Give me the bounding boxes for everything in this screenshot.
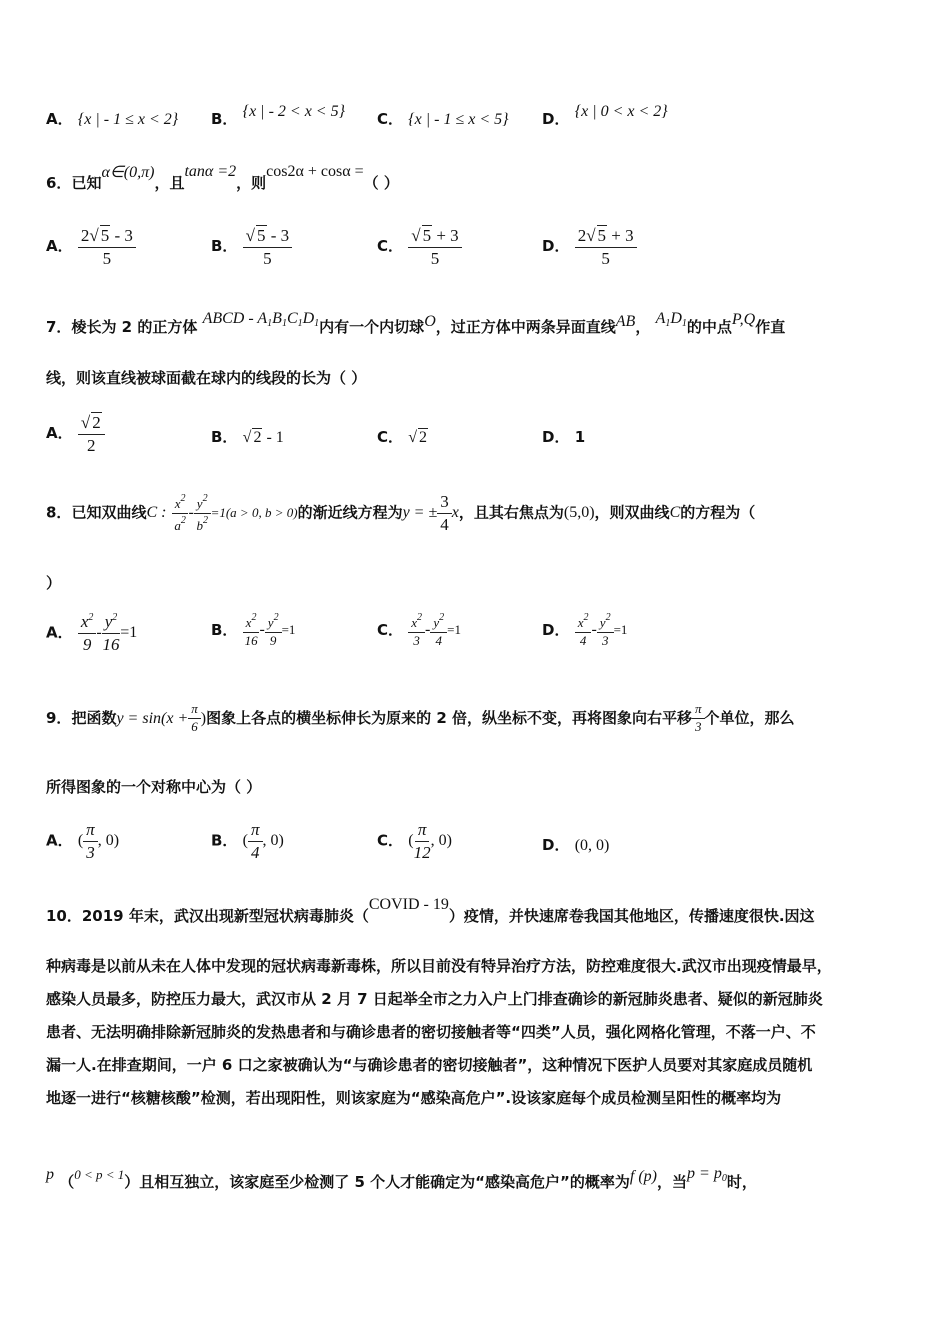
q5-option-c: C． {x | - 1 ≤ x < 5} <box>377 110 509 128</box>
q7-option-c: C． √ 2 <box>377 428 428 446</box>
q10-paragraph <box>46 950 916 1115</box>
q10-line: 感染人员最多，防控压力最大，武汉市从 2 月 7 日起举全市之力入户上门排查确诊的新冠肺炎患者、疑似的新冠肺炎 <box>46 990 823 1008</box>
q6-option-b: B． $\frac{√ 5 - 3}{5}$ <box>211 225 292 268</box>
q5-option-a: A． {x | - 1 ≤ x < 2} <box>46 110 179 128</box>
q9-option-a: A． ( $\frac{\pi}{3}$ , 0) <box>46 820 120 862</box>
q8-option-c: C． $\frac{x^2}{3}$ - $\frac{y^2}{4}$ =1 <box>377 612 461 648</box>
q10-stem: 10．2019 年末，武汉出现新型冠状病毒肺炎（COVID - 19）疫情，并快速席卷我国其他地区，传播速度很快.因这 <box>46 895 815 925</box>
q9-option-d: D． (0, 0) <box>542 836 610 854</box>
q5-option-b: B． {x | - 2 < x < 5} <box>211 102 345 128</box>
q8-option-d: D． $\frac{x^2}{4}$ - $\frac{y^2}{3}$ =1 <box>542 612 628 648</box>
q6-option-c: C． $\frac{√ 5 + 3}{5}$ <box>377 225 462 268</box>
q8-stem-line2: ） <box>46 574 62 592</box>
q7-stem-line2: 线，则该直线被球面截在球内的线段的长为（ ） <box>46 369 367 387</box>
q7-option-a: A． $\frac{√ 2}{2}$ <box>46 412 105 455</box>
q10-line: 漏一人.在排查期间，一户 6 口之家被确认为“与确诊患者的密切接触者”，这种情况下医护人员要对其家庭成员随机 <box>46 1056 813 1074</box>
q9-stem: 9．把函数y = sin(x + $\frac{\pi}{6}$ )图象上各点的横坐标伸长为原来的 2 倍，纵坐标不变，再将图象向右平移 $\frac{\pi}{3}$ 个单位，那么 <box>46 701 795 734</box>
q6-option-d: D． $\frac{2√ 5 + 3}{5}$ <box>542 225 637 268</box>
q7-option-b: B． √ 2 - 1 <box>211 428 284 446</box>
q7-stem: 7．棱长为 2 的正方体 ABCD - $A_1B_1C_1D_1$内有一个内切球O，过正方体中两条异面直线AB， $A_1D_1$的中点P,Q作直 <box>46 310 786 336</box>
q10-line: 患者、无法明确排除新冠肺炎的发热患者和与确诊患者的密切接触者等“四类”人员，强化网格化管理，不落一户、不 <box>46 1023 816 1041</box>
q8-option-b: B． $\frac{x^2}{16}$ - $\frac{y^2}{9}$ =1 <box>211 612 296 648</box>
q8-stem: 8．已知双曲线C : $\frac{x^2}{a^2}$ - $\frac{y^2}{b^2}$ =1(a > 0, b > 0)的渐近线方程为y = ± $\frac{3}{4}$ x，且其右焦点为(5,0)，则双曲线C的方程为（ <box>46 492 756 534</box>
q7-option-d: D． 1 <box>542 428 586 446</box>
q10-line: 地逐一进行“核糖核酸”检测，若出现阳性，则该家庭为“感染高危户”.设该家庭每个成员检测呈阳性的概率均为 <box>46 1089 782 1107</box>
q10-last-line: p （0 < p < 1）且相互独立，该家庭至少检测了 5 个人才能确定为“感染高危户”的概率为f (p)，当$p = p_0$时， <box>46 1165 757 1191</box>
q9-option-c: C． ( $\frac{\pi}{12}$ , 0) <box>377 820 452 862</box>
q5-option-d: D． {x | 0 < x < 2} <box>542 102 668 128</box>
q6-stem: 6．已知α∈(0,π)，且tanα =2，则cos2α + cosα =（ ） <box>46 162 399 192</box>
q9-option-b: B． ( $\frac{\pi}{4}$ , 0) <box>211 820 284 862</box>
q6-option-a: A． $\frac{2√ 5 - 3}{5}$ <box>46 225 136 268</box>
q8-option-a: A． $\frac{x^2}{9}$ - $\frac{y^2}{16}$ =1 <box>46 612 138 654</box>
q9-stem-line2: 所得图象的一个对称中心为（ ） <box>46 778 262 796</box>
q10-line: 种病毒是以前从未在人体中发现的冠状病毒新毒株，所以目前没有特异治疗方法，防控难度很大.武汉市出现疫情最早， <box>46 957 832 975</box>
